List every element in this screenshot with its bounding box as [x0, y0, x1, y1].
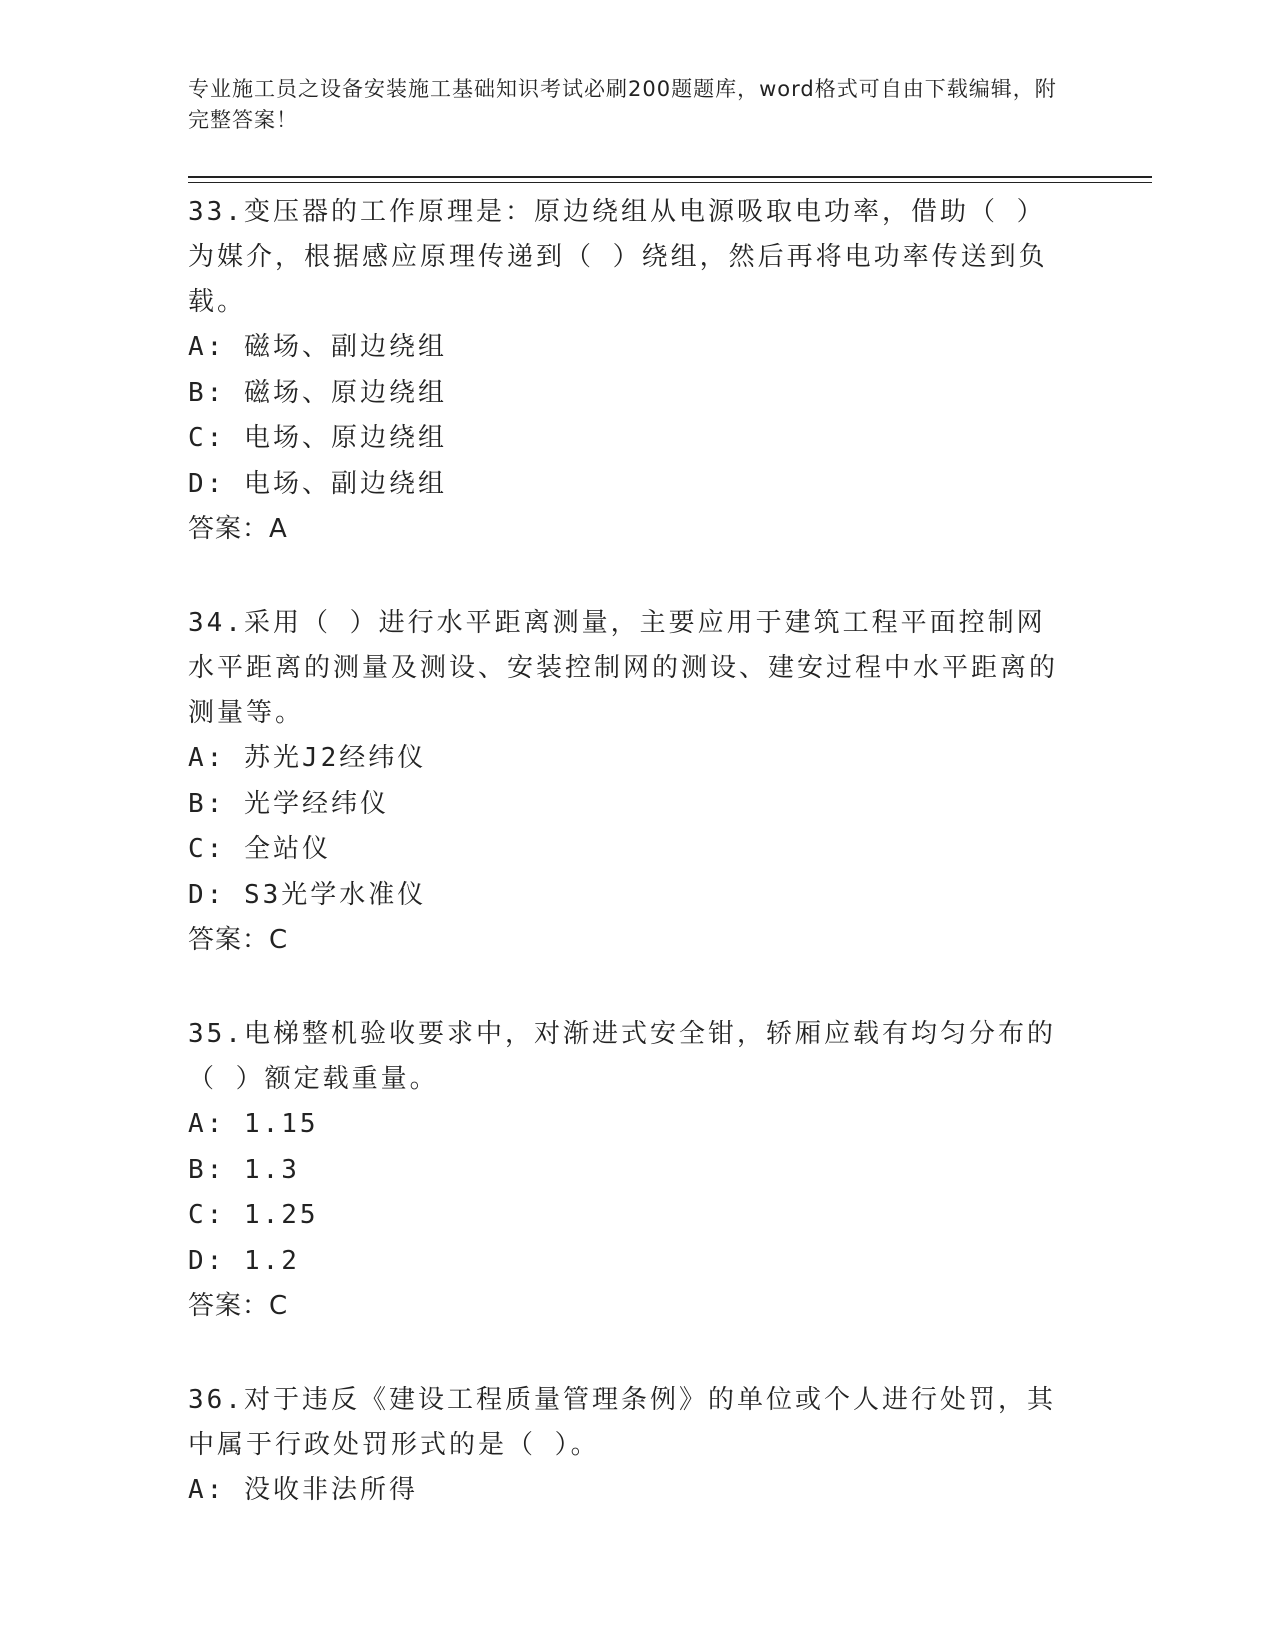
option-c: C: 1.25: [188, 1200, 319, 1230]
question-list: [188, 190, 1068, 1563]
option-a: A: 苏光J2经纬仪: [188, 743, 427, 773]
option-c: C: 电场、原边绕组: [188, 423, 447, 453]
header-divider-thick: [188, 176, 1152, 178]
option-d: D: S3光学水准仪: [188, 879, 427, 910]
option-a: A: 磁场、副边绕组: [188, 332, 447, 362]
document-header: 专业施工员之设备安装施工基础知识考试必刷200题题库，word格式可自由下载编辑，附完整答案！: [188, 77, 1057, 132]
question-text: 36.对于违反《建设工程质量管理条例》的单位或个人进行处罚，其中属于行政处罚形式的是（ ）。: [188, 1385, 1056, 1460]
option-b: B: 磁场、原边绕组: [188, 377, 447, 408]
header-divider-thin: [188, 182, 1152, 183]
option-b: B: 光学经纬仪: [188, 788, 389, 819]
option-a: A: 没收非法所得: [188, 1475, 418, 1505]
question-text: 34.采用（ ）进行水平距离测量，主要应用于建筑工程平面控制网水平距离的测量及测设、安装控制网的测设、建安过程中水平距离的测量等。: [188, 608, 1059, 728]
answer: 答案：C: [188, 1291, 289, 1321]
option-d: D: 电场、副边绕组: [188, 468, 447, 499]
question-text: 33.变压器的工作原理是：原边绕组从电源吸取电功率，借助（ ）为媒介，根据感应原理传递到（ ）绕组，然后再将电功率传送到负载。: [188, 197, 1048, 317]
answer: 答案：C: [188, 925, 289, 955]
option-a: A: 1.15: [188, 1109, 319, 1139]
question-35: [188, 1012, 1068, 1329]
question-34: [188, 601, 1068, 963]
question-text: 35.电梯整机验收要求中，对渐进式安全钳，轿厢应载有均匀分布的（ ）额定载重量。: [188, 1019, 1056, 1094]
option-b: B: 1.3: [188, 1154, 300, 1185]
question-36: [188, 1378, 1068, 1514]
option-c: C: 全站仪: [188, 834, 331, 864]
question-33: [188, 190, 1068, 552]
answer: 答案：A: [188, 514, 288, 544]
option-d: D: 1.2: [188, 1245, 300, 1276]
